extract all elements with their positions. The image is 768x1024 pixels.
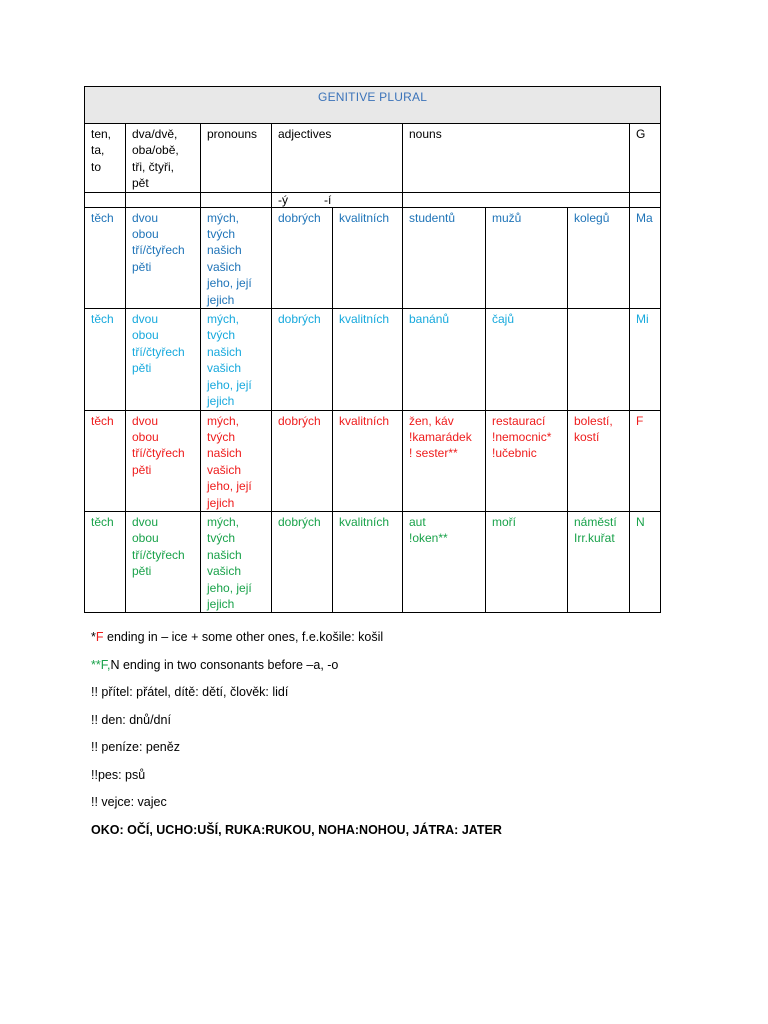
cell-adjective-y: dobrých	[272, 511, 333, 612]
cell-adjective-i: kvalitních	[333, 511, 403, 612]
header-numerals: dva/dvě, oba/obě, tři, čtyři, pět	[126, 124, 201, 193]
ending-y: -ý	[278, 192, 288, 207]
cell-adjective-i: kvalitních	[333, 207, 403, 308]
cell-noun-1: studentů	[403, 207, 486, 308]
cell-noun-2: čajů	[486, 309, 568, 410]
note-penize: !! peníze: peněz	[91, 740, 180, 754]
cell-adjective-y: dobrých	[272, 207, 333, 308]
cell-adjective-y: dobrých	[272, 309, 333, 410]
ending-i: -í	[324, 192, 332, 207]
cell-pronouns: mých, tvých našich vašich jeho, její jejich	[201, 511, 272, 612]
table-row-f	[85, 410, 661, 511]
cell-gender: Ma	[630, 207, 661, 308]
note-two-consonants	[91, 656, 502, 684]
cell-noun-3: náměstí Irr.kuřat	[568, 511, 630, 612]
note-text: ending in – ice + some other ones, f.e.košile: košil	[103, 630, 384, 644]
cell-adjective-i: kvalitních	[333, 410, 403, 511]
note-text: N ending in two consonants before –a, -o	[110, 657, 339, 672]
cell-noun-1: banánů	[403, 309, 486, 410]
note-gender-f: F	[95, 630, 104, 644]
cell-numerals: dvou obou tří/čtyřech pěti	[126, 207, 201, 308]
cell-gender: F	[630, 410, 661, 511]
cell-numerals: dvou obou tří/čtyřech pěti	[126, 309, 201, 410]
cell-noun-3: bolestí, kostí	[568, 410, 630, 511]
cell-demonstrative: těch	[85, 410, 126, 511]
note-vejce: !! vejce: vajec	[91, 795, 167, 809]
table-title: GENITIVE PLURAL	[85, 87, 661, 124]
header-nouns: nouns	[403, 124, 630, 193]
header-adjectives: adjectives	[272, 124, 403, 193]
note-marker: **F,	[91, 657, 111, 672]
header-demonstrative: ten, ta, to	[85, 124, 126, 193]
note-feminine-ice	[91, 628, 502, 656]
cell-noun-3: kolegů	[568, 207, 630, 308]
cell-demonstrative: těch	[85, 309, 126, 410]
cell-numerals: dvou obou tří/čtyřech pěti	[126, 511, 201, 612]
cell-pronouns: mých, tvých našich vašich jeho, její jejich	[201, 207, 272, 308]
cell-demonstrative: těch	[85, 511, 126, 612]
cell-noun-2: mužů	[486, 207, 568, 308]
note-pes: !!pes: psů	[91, 767, 146, 782]
adjective-endings	[272, 192, 403, 207]
notes	[91, 628, 502, 848]
cell-pronouns: mých, tvých našich vašich jeho, její jejich	[201, 410, 272, 511]
cell-gender: Mi	[630, 309, 661, 410]
note-pritel: !! přítel: přátel, dítě: dětí, člověk: lidí	[91, 685, 289, 699]
table-row-ma	[85, 207, 661, 308]
cell-noun-3	[568, 309, 630, 410]
cell-pronouns: mých, tvých našich vašich jeho, její jejich	[201, 309, 272, 410]
cell-noun-1: aut !oken**	[403, 511, 486, 612]
cell-adjective-i: kvalitních	[333, 309, 403, 410]
note-irregular-body-parts: OKO: OČÍ, UCHO:UŠÍ, RUKA:RUKOU, NOHA:NOHOU, JÁTRA: JATER	[91, 822, 502, 837]
cell-gender: N	[630, 511, 661, 612]
genitive-plural-table	[84, 86, 661, 613]
header-pronouns: pronouns	[201, 124, 272, 193]
cell-demonstrative: těch	[85, 207, 126, 308]
table-row-n	[85, 511, 661, 612]
cell-adjective-y: dobrých	[272, 410, 333, 511]
cell-noun-1: žen, káv !kamarádek ! sester**	[403, 410, 486, 511]
table-row-mi	[85, 309, 661, 410]
cell-noun-2: restaurací !nemocnic* !učebnic	[486, 410, 568, 511]
cell-numerals: dvou obou tří/čtyřech pěti	[126, 410, 201, 511]
cell-noun-2: moří	[486, 511, 568, 612]
note-den: !! den: dnů/dní	[91, 712, 171, 727]
note-marker: *	[91, 630, 96, 644]
header-gender: G	[630, 124, 661, 193]
